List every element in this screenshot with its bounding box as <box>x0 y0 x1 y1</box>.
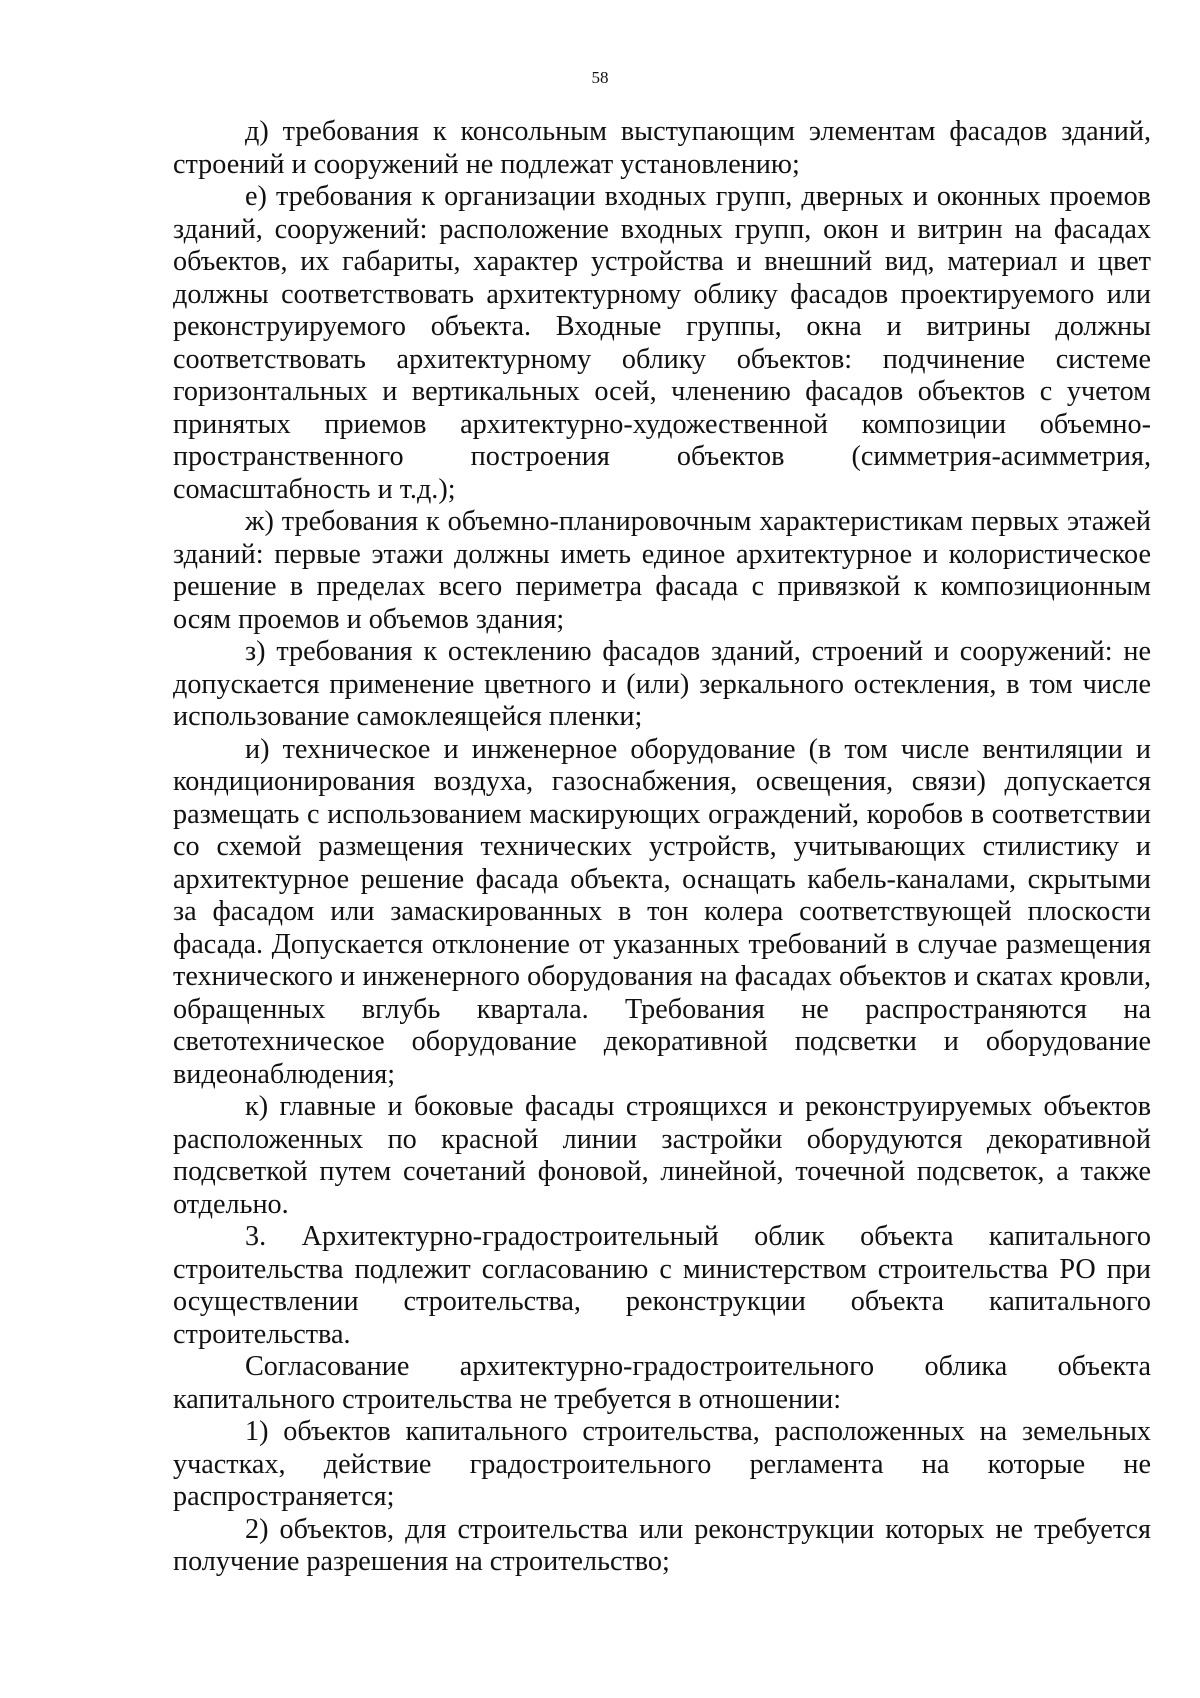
paragraph-i-technical-equipment: и) техническое и инженерное оборудование (в том числе вентиляции и кондиционирования воздуха, газоснабжения, освещения, связи) допускается размещать с использованием маскирующих ограждений, коробов в соответствии со схемой размещения технических устройств, учитывающих стилистику и архитектурное решение фасада объекта, оснащать кабель-каналами, скрытыми за фасадом или замаскированных в тон колера соответствующей плоскости фасада. Допускается отклонение от указанных требований в случае размещения технического и инженерного оборудования на фасадах объектов и скатах кровли, обращенных вглубь квартала. Требования не распространяются на светотехническое оборудование декоративной подсветки и оборудование видеонаблюдения; <box>173 733 1151 1090</box>
paragraph-item-2: 2) объектов, для строительства или реконструкции которых не требуется получение разрешения на строительство; <box>173 1513 1151 1577</box>
paragraph-approval-not-required: Согласование архитектурно-градостроительного облика объекта капитального строительства не требуется в отношении: <box>173 1351 1151 1415</box>
paragraph-zh-first-floors: ж) требования к объемно-планировочным характеристикам первых этажей зданий: первые этажи должны иметь единое архитектурное и колористическое решение в пределах всего периметра фасада с привязкой к композиционным осям проемов и объемов здания; <box>173 506 1151 635</box>
paragraph-d-console-elements: д) требования к консольным выступающим элементам фасадов зданий, строений и сооружений не подлежат установлению; <box>173 116 1151 180</box>
paragraph-3-approval: 3. Архитектурно-градостроительный облик объекта капитального строительства подлежит согласованию с министерством строительства РО при осуществлении строительства, реконструкции объекта капитального строительства. <box>173 1221 1151 1350</box>
paragraph-item-1: 1) объектов капитального строительства, расположенных на земельных участках, действие градостроительного регламента на которые не распространяется; <box>173 1416 1151 1512</box>
paragraph-e-entrance-groups: е) требования к организации входных групп, дверных и оконных проемов зданий, сооружений: расположение входных групп, окон и витрин на фасадах объектов, их габариты, характер устройства и внешний вид, материал и цвет должны соответствовать архитектурному облику фасадов проектируемого или реконструируемого объекта. Входные группы, окна и витрины должны соответствовать архитектурному облику объектов: подчинение системе горизонтальных и вертикальных осей, членению фасадов объектов с учетом принятых приемов архитектурно-художественной композиции объемно-пространственного построения объектов (симметрия-асимметрия, сомасштабность и т.д.); <box>173 181 1151 505</box>
paragraph-z-glazing: з) требования к остеклению фасадов зданий, строений и сооружений: не допускается применение цветного и (или) зеркального остекления, в том числе использование самоклеящейся пленки; <box>173 636 1151 732</box>
paragraph-k-facade-lighting: к) главные и боковые фасады строящихся и реконструируемых объектов расположенных по красной линии застройки оборудуются декоративной подсветкой путем сочетаний фоновой, линейной, точечной подсветок, а также отдельно. <box>173 1091 1151 1220</box>
document-body <box>173 116 1151 1579</box>
page-number: 58 <box>591 68 609 87</box>
